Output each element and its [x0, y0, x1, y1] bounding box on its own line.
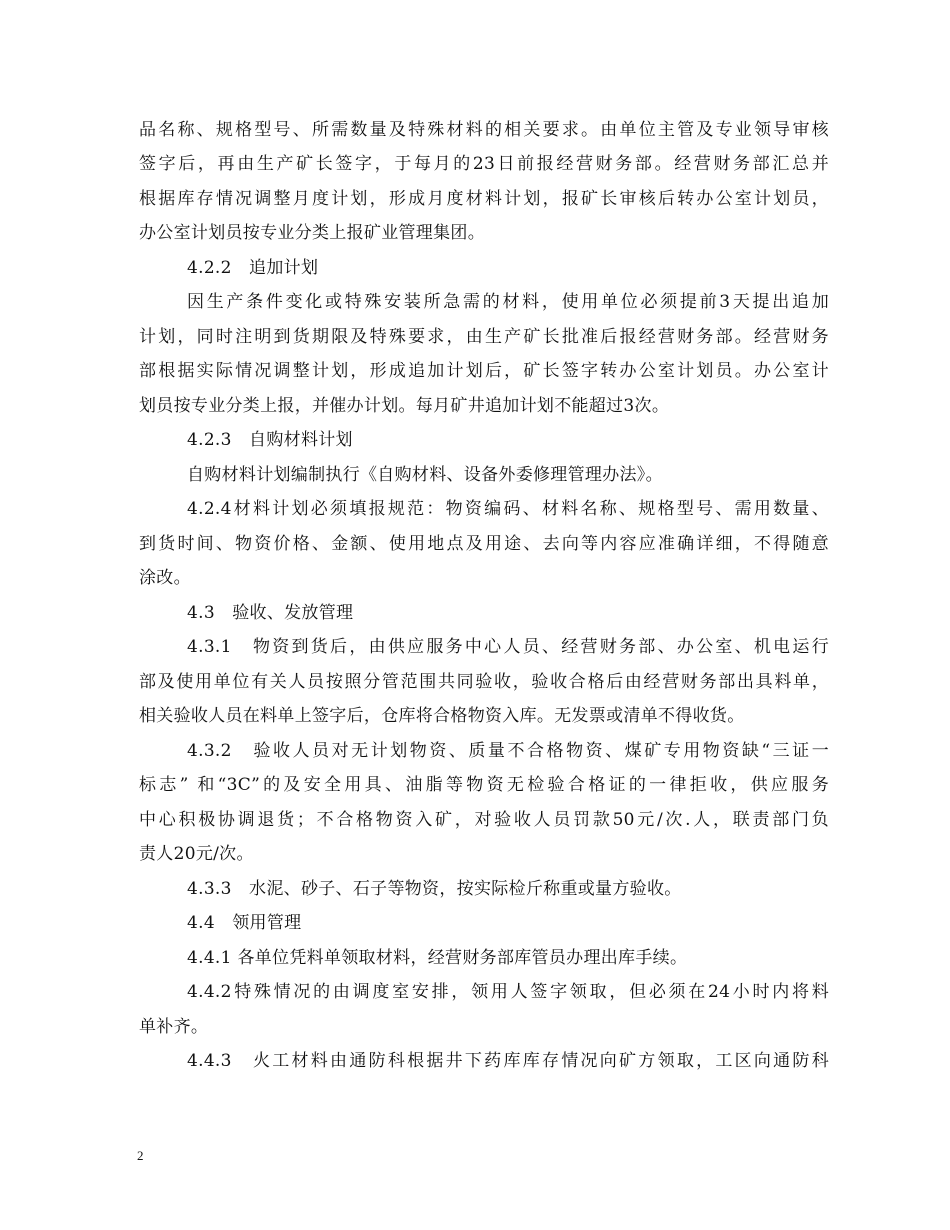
text-line: 4.3.3 水泥、砂子、石子等物资，按实际检斤称重或量方验收。	[187, 879, 682, 899]
text-line: 4.3.2 验收人员对无计划物资、质量不合格物资、煤矿专用物资缺“三证一	[187, 741, 829, 761]
text-line: 责人20元/次。	[139, 844, 254, 864]
text-line: 涂改。	[139, 568, 191, 588]
text-line: 划员按专业分类上报，并催办计划。每月矿井追加计划不能超过3次。	[139, 396, 670, 416]
section-heading: 4.2.3 自购材料计划	[187, 430, 353, 450]
text-line: 中心积极协调退货；不合格物资入矿，对验收人员罚款50元/次.人，联责部门负	[139, 810, 829, 830]
section-heading: 4.4 领用管理	[187, 913, 302, 933]
text-line: 4.4.3 火工材料由通防科根据井下药库库存情况向矿方领取，工区向通防科	[187, 1051, 829, 1071]
text-line: 单补齐。	[139, 1017, 209, 1037]
text-line: 自购材料计划编制执行《自购材料、设备外委修理管理办法》。	[187, 465, 663, 485]
text-line: 办公室计划员按专业分类上报矿业管理集团。	[139, 223, 485, 243]
text-line: 到货时间、物资价格、金额、使用地点及用途、去向等内容应准确详细，不得随意	[139, 534, 829, 554]
text-line: 计划，同时注明到货期限及特殊要求，由生产矿长批准后报经营财务部。经营财务	[139, 327, 829, 347]
text-line: 部及使用单位有关人员按照分管范围共同验收，验收合格后由经营财务部出具料单，	[139, 672, 829, 692]
section-heading: 4.2.2 追加计划	[187, 258, 319, 278]
text-line: 根据库存情况调整月度计划，形成月度材料计划，报矿长审核后转办公室计划员，	[139, 189, 829, 209]
text-line: 因生产条件变化或特殊安装所急需的材料，使用单位必须提前3天提出追加	[187, 292, 829, 312]
text-line: 相关验收人员在料单上签字后，仓库将合格物资入库。无发票或清单不得收货。	[139, 706, 745, 726]
text-line: 4.3.1 物资到货后，由供应服务中心人员、经营财务部、办公室、机电运行	[187, 637, 829, 657]
text-line: 4.2.4材料计划必须填报规范：物资编码、材料名称、规格型号、需用数量、	[187, 499, 829, 519]
text-line: 签字后，再由生产矿长签字，于每月的23日前报经营财务部。经营财务部汇总并	[139, 154, 829, 174]
page-number: 2	[137, 1148, 144, 1163]
text-line: 4.4.1 各单位凭料单领取材料，经营财务部库管员办理出库手续。	[187, 948, 688, 968]
section-heading: 4.3 验收、发放管理	[187, 603, 354, 623]
text-line: 标志” 和“3C”的及安全用具、油脂等物资无检验合格证的一律拒收，供应服务	[139, 775, 829, 795]
text-line: 品名称、规格型号、所需数量及特殊材料的相关要求。由单位主管及专业领导审核	[139, 120, 829, 140]
text-line: 部根据实际情况调整计划，形成追加计划后，矿长签字转办公室计划员。办公室计	[139, 361, 829, 381]
text-line: 4.4.2特殊情况的由调度室安排，领用人签字领取，但必须在24小时内将料	[187, 982, 829, 1002]
